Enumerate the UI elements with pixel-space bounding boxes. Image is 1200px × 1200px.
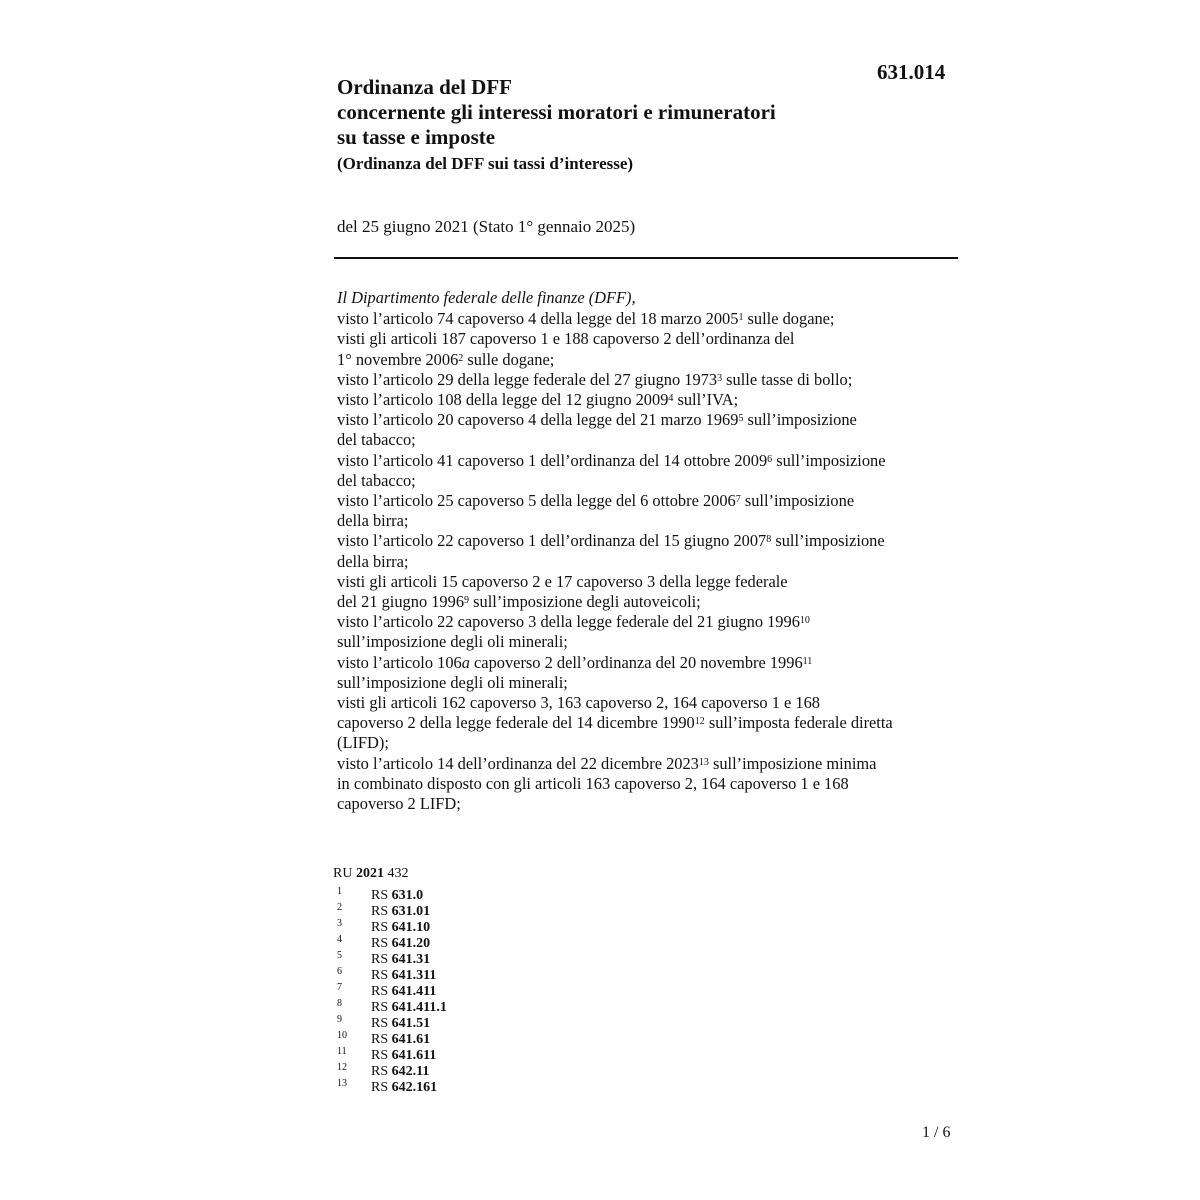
rs-link[interactable]: 642.11 [391, 1064, 430, 1079]
preamble-text: sull’imposta federale diretta [704, 713, 893, 733]
preamble-line [337, 410, 967, 430]
preamble-line [337, 592, 967, 612]
footnote-number: 8 [337, 998, 342, 1009]
preamble-text: visto l’articolo 29 della legge federale del 27 giugno 1973 [337, 369, 718, 389]
footnote-number: 6 [337, 966, 342, 977]
preamble-line [337, 713, 967, 733]
preamble-text: sull’imposizione [743, 410, 857, 430]
rs-link[interactable]: 641.411.1 [391, 1000, 447, 1015]
preamble-line [337, 531, 967, 551]
title-line: su tasse e imposte [337, 125, 496, 149]
preamble-text: sull’imposizione [771, 531, 885, 551]
preamble-text: visto l’articolo 106 [337, 652, 462, 672]
footnote [337, 948, 447, 967]
preamble-line [337, 309, 967, 329]
preamble-line [337, 754, 967, 774]
footnote-ref[interactable]: 10 [799, 615, 810, 627]
preamble-text: del tabacco; [337, 430, 416, 450]
rs-prefix: RS [371, 1016, 389, 1031]
ru-page: 432 [387, 866, 409, 881]
preamble-text: della birra; [337, 511, 409, 531]
rs-link[interactable]: 641.411 [391, 984, 437, 999]
rs-link[interactable]: 631.0 [391, 888, 424, 903]
issuing-authority: Il Dipartimento federale delle finanze (DFF), [337, 288, 636, 307]
preamble-text: del tabacco; [337, 470, 416, 490]
footnote-ref[interactable]: 2 [458, 352, 464, 364]
preamble [337, 288, 967, 814]
footnote [337, 1076, 447, 1095]
preamble-text: visti gli articoli 187 capoverso 1 e 188 capoverso 2 dell’ordinanza del [337, 329, 795, 349]
preamble-text: (LIFD); [337, 733, 389, 753]
preamble-line [337, 552, 967, 572]
preamble-text: sulle tasse di bollo; [722, 369, 853, 389]
rs-prefix: RS [371, 888, 389, 903]
rs-prefix: RS [371, 1080, 389, 1095]
footnote-ref[interactable]: 11 [802, 655, 813, 667]
rs-prefix: RS [371, 1032, 389, 1047]
footnote-number: 13 [337, 1078, 347, 1089]
preamble-text: visto l’articolo 22 capoverso 1 dell’ordinanza del 15 giugno 2007 [337, 531, 767, 551]
rs-link[interactable]: 641.311 [391, 968, 437, 983]
preamble-line [337, 774, 967, 794]
preamble-line [337, 390, 967, 410]
footnote [337, 916, 447, 935]
footnote-ref[interactable]: 4 [668, 393, 674, 405]
preamble-line [337, 329, 967, 349]
preamble-text: sulle dogane; [743, 309, 835, 329]
footnote [337, 1028, 447, 1047]
preamble-text: capoverso 2 della legge federale del 14 dicembre 1990 [337, 713, 695, 733]
footnote [337, 964, 447, 983]
rs-link[interactable]: 641.31 [391, 952, 431, 967]
footnote-number: 3 [337, 918, 342, 929]
preamble-text: sull’IVA; [673, 390, 739, 410]
footnote-number: 5 [337, 950, 342, 961]
rs-prefix: RS [371, 936, 389, 951]
preamble-line [337, 794, 967, 814]
preamble-text: sulle dogane; [463, 349, 555, 369]
preamble-text: in combinato disposto con gli articoli 163 capoverso 2, 164 capoverso 1 e 168 [337, 773, 849, 793]
preamble-text: visto l’articolo 20 capoverso 4 della legge del 21 marzo 1969 [337, 410, 739, 430]
preamble-line [337, 471, 967, 491]
preamble-line [337, 733, 967, 753]
preamble-text: 1° novembre 2006 [337, 349, 459, 369]
preamble-line [337, 511, 967, 531]
preamble-text: della birra; [337, 551, 409, 571]
preamble-line [337, 632, 967, 652]
preamble-line [337, 350, 967, 370]
title-line: Ordinanza del DFF [337, 75, 513, 99]
preamble-text: sull’imposizione [772, 450, 886, 470]
footnote-ref[interactable]: 3 [717, 372, 723, 384]
preamble-line [337, 693, 967, 713]
footnote-number: 11 [337, 1046, 347, 1057]
footnote-number: 7 [337, 982, 342, 993]
rs-link[interactable]: 631.01 [391, 904, 431, 919]
preamble-text: sull’imposizione degli oli minerali; [337, 632, 568, 652]
preamble-lines [337, 309, 967, 814]
footnote-number: 2 [337, 902, 342, 913]
short-title: (Ordinanza del DFF sui tassi d’interesse) [337, 154, 634, 173]
preamble-line [337, 451, 967, 471]
footnote [337, 900, 447, 919]
preamble-text: visto l’articolo 108 della legge del 12 giugno 2009 [337, 390, 669, 410]
preamble-text: visto l’articolo 22 capoverso 3 della legge federale del 21 giugno 1996 [337, 612, 800, 632]
rs-prefix: RS [371, 1048, 389, 1063]
footnote [337, 996, 447, 1015]
rs-link[interactable]: 642.161 [391, 1080, 438, 1095]
footnote [337, 1044, 447, 1063]
rs-prefix: RS [371, 984, 389, 999]
rs-prefix: RS [371, 968, 389, 983]
document-title [337, 75, 776, 150]
preamble-text: sull’imposizione degli oli minerali; [337, 672, 568, 692]
footnote [337, 980, 447, 999]
footnote-ref[interactable]: 5 [738, 413, 744, 425]
rs-prefix: RS [371, 952, 389, 967]
header-divider [334, 257, 958, 259]
preamble-text: capoverso 2 dell’ordinanza del 20 novembre 1996 [469, 652, 803, 672]
footnote [337, 932, 447, 951]
rs-prefix: RS [371, 920, 389, 935]
rs-link[interactable]: 641.20 [391, 936, 431, 951]
preamble-line [337, 430, 967, 450]
preamble-text: visti gli articoli 162 capoverso 3, 163 capoverso 2, 164 capoverso 1 e 168 [337, 693, 820, 713]
footnote [337, 884, 447, 903]
ru-prefix: RU [333, 866, 353, 881]
preamble-text: visti gli articoli 15 capoverso 2 e 17 capoverso 3 della legge federale [337, 571, 788, 591]
preamble-line [337, 370, 967, 390]
footnote-ref[interactable]: 12 [694, 716, 705, 728]
rs-link[interactable]: 641.10 [391, 920, 431, 935]
preamble-text: capoverso 2 LIFD; [337, 794, 461, 814]
footnote-number: 9 [337, 1014, 342, 1025]
footnote-number: 10 [337, 1030, 347, 1041]
preamble-italic: a [461, 652, 470, 672]
preamble-line [337, 491, 967, 511]
rs-prefix: RS [371, 904, 389, 919]
footnotes [337, 884, 447, 1095]
preamble-text: visto l’articolo 25 capoverso 5 della legge del 6 ottobre 2006 [337, 491, 736, 511]
footnote-ref[interactable]: 1 [738, 312, 744, 324]
rs-prefix: RS [371, 1064, 389, 1079]
rs-prefix: RS [371, 1000, 389, 1015]
rs-link[interactable]: 641.51 [391, 1016, 431, 1031]
footnote-ref[interactable]: 8 [766, 534, 772, 546]
footnote-ref[interactable]: 7 [735, 494, 741, 506]
preamble-text: visto l’articolo 74 capoverso 4 della legge del 18 marzo 2005 [337, 309, 739, 329]
preamble-line [337, 572, 967, 592]
footnote-ref[interactable]: 9 [464, 595, 470, 607]
preamble-line [337, 673, 967, 693]
title-line: concernente gli interessi moratori e rimuneratori [337, 100, 776, 124]
preamble-text: sull’imposizione [740, 491, 855, 511]
preamble-text: sull’imposizione minima [708, 753, 877, 773]
rs-link[interactable]: 641.61 [391, 1032, 431, 1047]
preamble-line [337, 653, 967, 673]
footnote-ref[interactable]: 13 [698, 756, 709, 768]
footnote-number: 12 [337, 1062, 347, 1073]
preamble-text: visto l’articolo 41 capoverso 1 dell’ordinanza del 14 ottobre 2009 [337, 450, 768, 470]
footnote-number: 1 [337, 886, 342, 897]
footnote-ref[interactable]: 6 [767, 453, 773, 465]
preamble-line [337, 612, 967, 632]
ru-reference [333, 866, 408, 882]
preamble-text: del 21 giugno 1996 [337, 592, 465, 612]
footnote-number: 4 [337, 934, 342, 945]
ru-year: 2021 [355, 866, 384, 881]
preamble-text: sull’imposizione degli autoveicoli; [469, 592, 701, 612]
preamble-text: visto l’articolo 14 dell’ordinanza del 22 dicembre 2023 [337, 753, 699, 773]
page-number: 1 / 6 [922, 1124, 951, 1141]
document-date: del 25 giugno 2021 (Stato 1° gennaio 2025) [337, 217, 636, 236]
rs-link[interactable]: 641.611 [391, 1048, 437, 1063]
sr-number: 631.014 [877, 60, 946, 84]
